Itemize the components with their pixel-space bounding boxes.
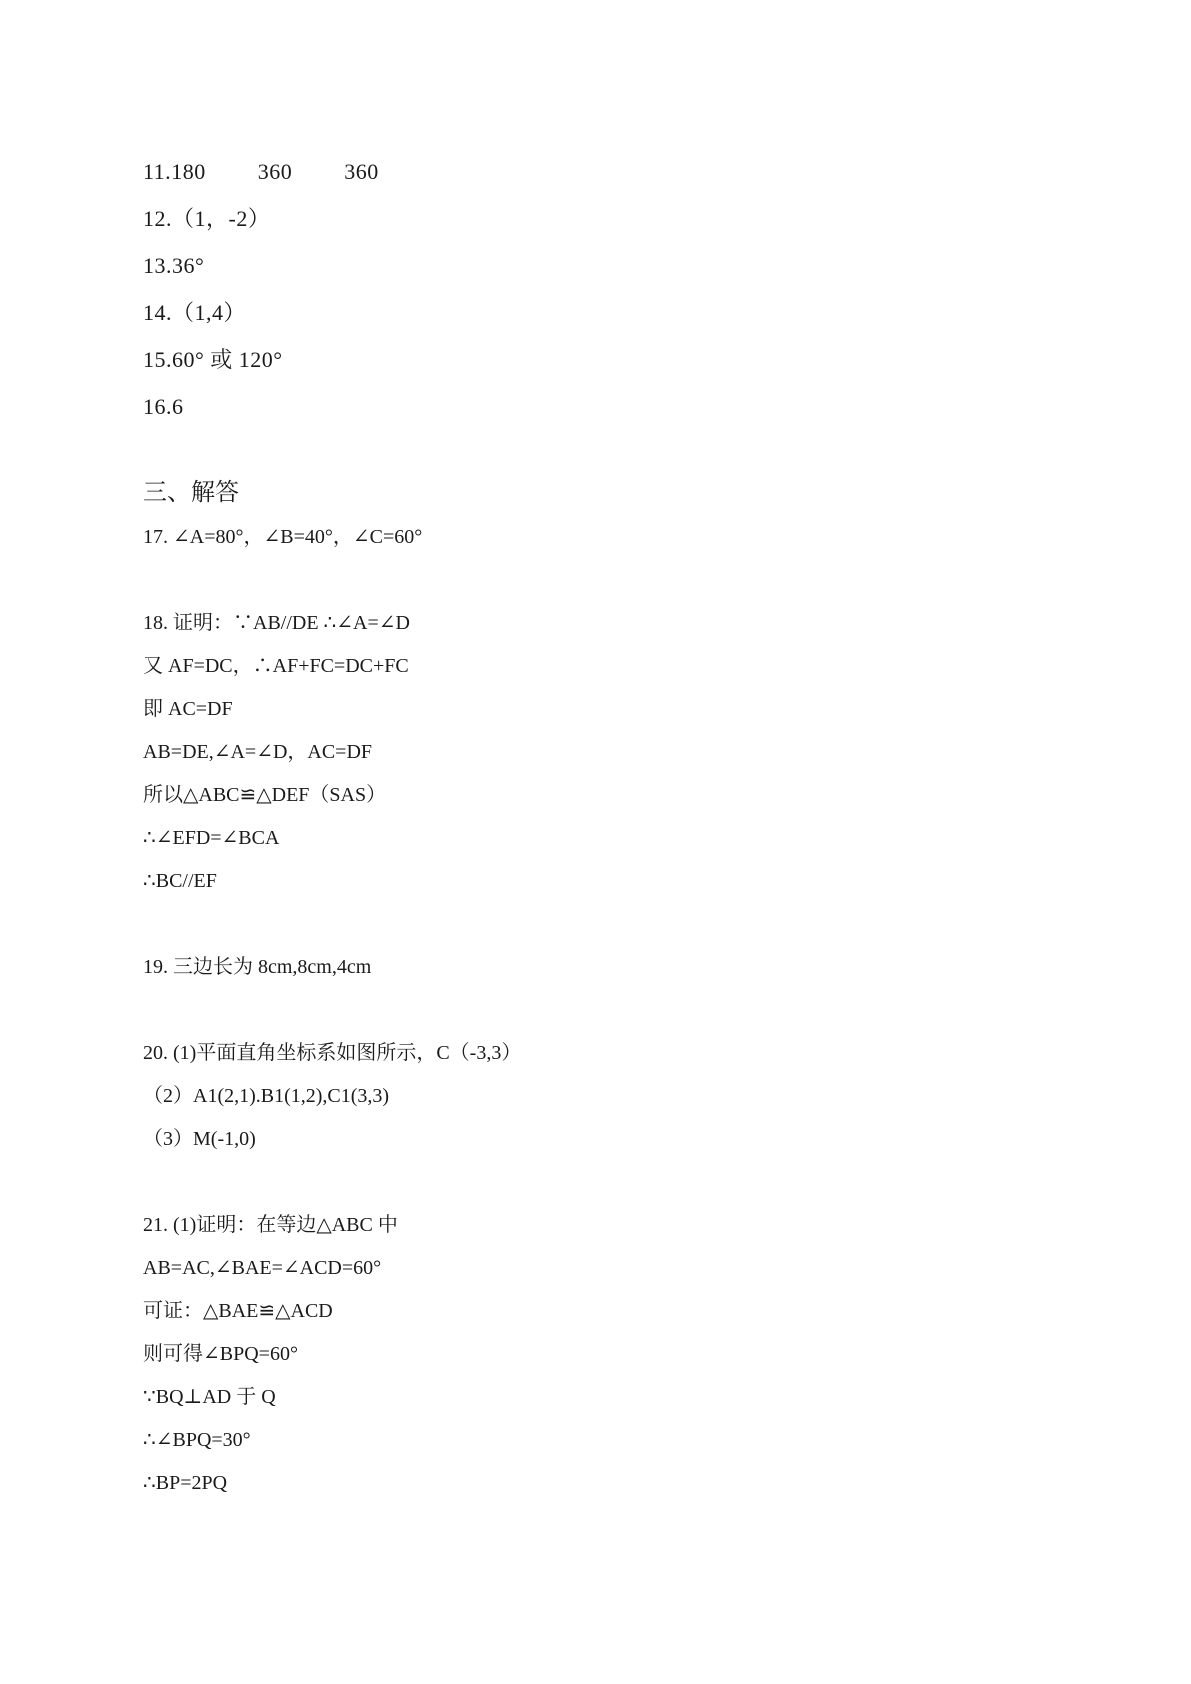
answer-14-value: （1,4） — [172, 300, 247, 325]
answer-16 — [143, 396, 184, 418]
answer-15 — [143, 349, 283, 371]
answer-18-line: ∴BC//EF — [143, 870, 217, 892]
answer-12-number: 12. — [143, 206, 172, 231]
answer-18-line: 所以△ABC≌△DEF（SAS） — [143, 784, 387, 806]
answer-16-number: 16. — [143, 394, 172, 419]
answer-16-value: 6 — [172, 394, 184, 419]
answer-14-number: 14. — [143, 300, 172, 325]
answer-20-line: （3）M(-1,0) — [143, 1128, 256, 1150]
answer-11-value-3: 360 — [344, 159, 379, 184]
answer-15-value: 60° 或 120° — [172, 347, 283, 372]
answer-19: 19. 三边长为 8cm,8cm,4cm — [143, 956, 372, 978]
answer-21-line: 可证：△BAE≌△ACD — [143, 1300, 333, 1322]
answer-11-value-2: 360 — [257, 159, 293, 184]
section-heading: 三、解答 — [143, 480, 239, 506]
answer-21-line: ∴BP=2PQ — [143, 1472, 228, 1494]
answer-11-number: 11. — [143, 159, 172, 184]
answer-21-line: AB=AC,∠BAE=∠ACD=60° — [143, 1257, 382, 1279]
answer-18-line: 即 AC=DF — [143, 698, 233, 720]
answer-13-number: 13. — [143, 253, 172, 278]
answer-14 — [143, 302, 246, 324]
answer-17: 17. ∠A=80°，∠B=40°，∠C=60° — [143, 526, 423, 548]
answer-12 — [143, 208, 270, 230]
answer-12-value: （1，-2） — [172, 206, 271, 231]
answer-21-line: 则可得∠BPQ=60° — [143, 1343, 298, 1365]
answer-21-line: 21. (1)证明：在等边△ABC 中 — [143, 1214, 398, 1236]
answer-21-line: ∴∠BPQ=30° — [143, 1429, 251, 1451]
answer-18-line: AB=DE,∠A=∠D，AC=DF — [143, 741, 373, 763]
answer-11-value-1: 180 — [171, 159, 206, 184]
answer-15-number: 15. — [143, 347, 172, 372]
answer-18-line: ∴∠EFD=∠BCA — [143, 827, 280, 849]
answer-21-line: ∵BQ⊥AD 于 Q — [143, 1386, 276, 1408]
answer-20-line: （2）A1(2,1).B1(1,2),C1(3,3) — [143, 1085, 390, 1107]
answer-11 — [143, 161, 379, 183]
answer-18-line: 又 AF=DC，∴AF+FC=DC+FC — [143, 655, 409, 677]
answer-18-line: 18. 证明：∵AB//DE ∴∠A=∠D — [143, 612, 410, 634]
answer-13-value: 36° — [172, 253, 205, 278]
answer-20-line: 20. (1)平面直角坐标系如图所示，C（-3,3） — [143, 1042, 522, 1064]
answer-13 — [143, 255, 204, 277]
